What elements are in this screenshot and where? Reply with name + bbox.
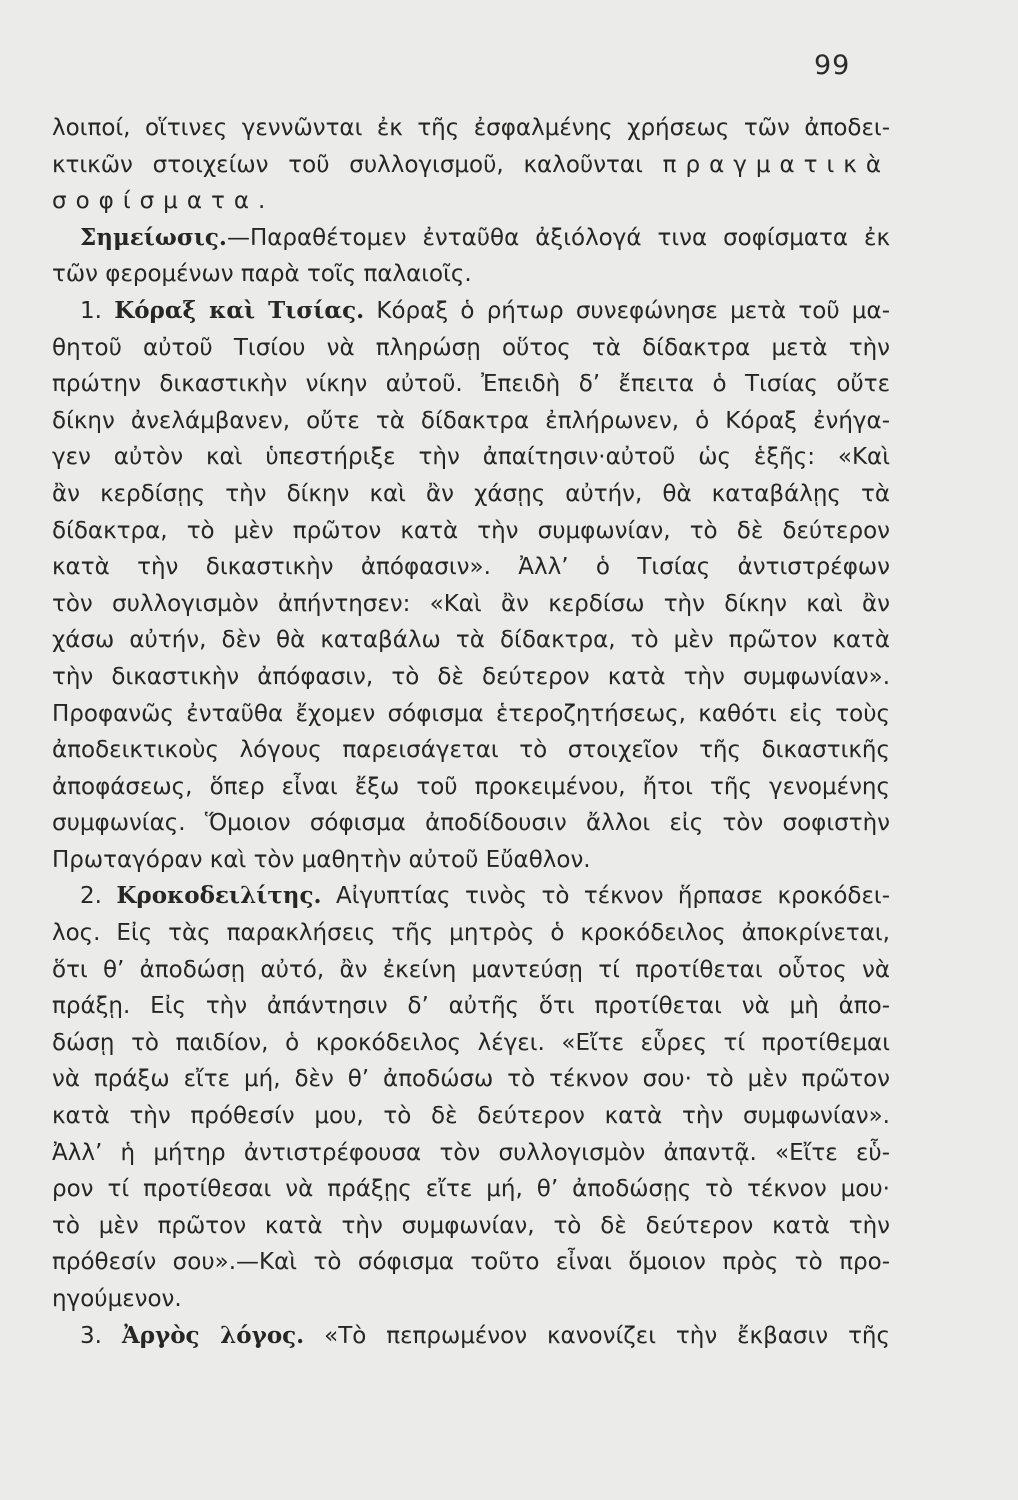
- text-line: [52, 1244, 890, 1281]
- text-line: [52, 513, 890, 550]
- text-segment: δίκην ἀνελάμβανεν, οὔτε τὰ δίδακτρα ἐπλήρωνεν, ὁ Κόραξ ἐνήγα-: [52, 407, 890, 434]
- text-segment: Κόραξ ὁ ρήτωρ συνεφώνησε μετὰ τοῦ μα-: [364, 297, 890, 324]
- text-segment: σοφίσματα.: [52, 188, 275, 215]
- text-line: [52, 1281, 890, 1318]
- text-segment: Πρωταγόραν καὶ τὸν μαθητὴν αὐτοῦ Εὔαθλον.: [52, 846, 591, 873]
- text-line: [52, 586, 890, 623]
- text-line: [52, 110, 890, 147]
- text-line: [52, 403, 890, 440]
- text-line: [52, 1208, 890, 1245]
- text-line: [52, 220, 890, 257]
- text-line: [52, 805, 890, 842]
- text-line: [52, 1025, 890, 1062]
- text-line: [52, 1318, 890, 1355]
- text-line: [52, 293, 890, 330]
- text-segment: συμφωνίας. Ὅμοιον σόφισμα ἀποδίδουσιν ἄλλοι εἰς τὸν σοφιστὴν: [52, 810, 890, 837]
- text-segment: Αἰγυπτίας τινὸς τὸ τέκνον ἥρπασε κροκόδει-: [321, 883, 890, 910]
- text-segment: θητοῦ αὐτοῦ Τισίου νὰ πληρώσῃ οὕτος τὰ δίδακτρα μετὰ τὴν: [52, 334, 890, 361]
- text-line: [52, 183, 890, 220]
- text-segment: ὅτι θ’ ἀποδώσῃ αὐτό, ἂν ἐκείνη μαντεύσῃ τί προτίθεται οὗτος νὰ: [52, 956, 890, 983]
- section-heading: Κόραξ καὶ Τισίας.: [114, 296, 365, 324]
- text-segment: τὸν συλλογισμὸν ἀπήντησεν: «Καὶ ἂν κερδίσω τὴν δίκην καὶ ἂν: [52, 590, 890, 617]
- text-segment: 2.: [80, 883, 117, 910]
- text-line: [52, 476, 890, 513]
- text-line: [52, 732, 890, 769]
- text-segment: γεν αὐτὸν καὶ ὑπεστήριξε τὴν ἀπαίτησιν·αὐτοῦ ὡς ἑξῆς: «Καὶ: [52, 444, 890, 471]
- text-line: [52, 549, 890, 586]
- text-line: [52, 439, 890, 476]
- text-segment: 3.: [80, 1322, 122, 1349]
- text-segment: πρώτην δικαστικὴν νίκην αὐτοῦ. Ἐπειδὴ δ’ ἔπειτα ὁ Τισίας οὔτε: [52, 371, 890, 398]
- text-line: [52, 659, 890, 696]
- text-line: [52, 1061, 890, 1098]
- text-segment: κατὰ τὴν πρόθεσίν μου, τὸ δὲ δεύτερον κατὰ τὴν συμφωνίαν».: [52, 1103, 890, 1130]
- body-text: [52, 110, 890, 1354]
- text-line: [52, 696, 890, 733]
- text-segment: πραγματικὰ: [662, 151, 890, 178]
- text-line: [52, 366, 890, 403]
- text-segment: νὰ πράξω εἴτε μή, δὲν θ’ ἀποδώσω τὸ τέκνον σου· τὸ μὲν πρῶτον: [52, 1066, 890, 1093]
- text-segment: ηγούμενον.: [52, 1286, 182, 1312]
- text-segment: ἂν κερδίσῃς τὴν δίκην καὶ ἂν χάσῃς αὐτήν, θὰ καταβάλῃς τὰ: [52, 480, 890, 507]
- text-line: [52, 1098, 890, 1135]
- text-segment: ἀποδεικτικοὺς λόγους παρεισάγεται τὸ στοιχεῖον τῆς δικαστικῆς: [52, 737, 890, 764]
- text-segment: «Τὸ πεπρωμένον κανονίζει τὴν ἔκβασιν τῆς: [304, 1322, 890, 1349]
- section-heading: Ἀργὸς λόγος.: [121, 1321, 305, 1349]
- text-line: [52, 1171, 890, 1208]
- text-segment: Ἀλλ’ ἡ μήτηρ ἀντιστρέφουσα τὸν συλλογισμὸν ἀπαντᾷ. «Εἴτε εὗ-: [52, 1139, 890, 1166]
- text-line: [52, 330, 890, 367]
- text-segment: Προφανῶς ἐνταῦθα ἔχομεν σόφισμα ἑτεροζητήσεως, καθότι εἰς τοὺς: [52, 700, 890, 727]
- text-segment: κτικῶν στοιχείων τοῦ συλλογισμοῦ, καλοῦνται: [52, 151, 663, 178]
- text-segment: τῶν φερομένων παρὰ τοῖς παλαιοῖς.: [52, 261, 472, 288]
- page-number: 99: [814, 50, 851, 81]
- text-segment: λοιποί, οἵτινες γεννῶνται ἐκ τῆς ἐσφαλμένης χρήσεως τῶν ἀποδει-: [52, 115, 890, 141]
- text-line: [52, 147, 890, 184]
- text-segment: 1.: [80, 297, 115, 324]
- text-line: [52, 769, 890, 806]
- text-segment: πράξῃ. Εἰς τὴν ἀπάντησιν δ’ αὐτῆς ὅτι προτίθεται νὰ μὴ ἀπο-: [52, 993, 890, 1020]
- text-segment: ἀποφάσεως, ὅπερ εἶναι ἔξω τοῦ προκειμένου, ἤτοι τῆς γενομένης: [52, 773, 890, 800]
- text-segment: πρόθεσίν σου».—Καὶ τὸ σόφισμα τοῦτο εἶναι ὅμοιον πρὸς τὸ προ-: [52, 1249, 890, 1276]
- text-segment: ρον τί προτίθεσαι νὰ πράξῃς εἴτε μή, θ’ ἀποδώσῃς τὸ τέκνον μου·: [52, 1176, 890, 1203]
- text-line: [52, 256, 890, 293]
- text-line: [52, 1135, 890, 1172]
- text-segment: δώσῃ τὸ παιδίον, ὁ κροκόδειλος λέγει. «Εἴτε εὗρες τί προτίθεμαι: [52, 1029, 890, 1056]
- text-line: [52, 988, 890, 1025]
- text-segment: —Παραθέτομεν ἐνταῦθα ἀξιόλογά τινα σοφίσματα ἐκ: [226, 224, 890, 251]
- text-segment: χάσω αὐτήν, δὲν θὰ καταβάλω τὰ δίδακτρα, τὸ μὲν πρῶτον κατὰ: [52, 627, 890, 654]
- text-line: [52, 622, 890, 659]
- text-line: [52, 915, 890, 952]
- text-segment: τὴν δικαστικὴν ἀπόφασιν, τὸ δὲ δεύτερον κατὰ τὴν συμφωνίαν».: [52, 663, 890, 690]
- text-line: [52, 952, 890, 989]
- text-segment: λος. Εἰς τὰς παρακλήσεις τῆς μητρὸς ὁ κροκόδειλος ἀποκρίνεται,: [52, 920, 890, 947]
- text-line: [52, 878, 890, 915]
- section-heading: Κροκοδειλίτης.: [116, 882, 322, 910]
- text-line: [52, 842, 890, 879]
- section-heading: Σημείωσις.: [80, 223, 227, 251]
- text-segment: κατὰ τὴν δικαστικὴν ἀπόφασιν». Ἀλλ’ ὁ Τισίας ἀντιστρέφων: [52, 554, 890, 581]
- text-segment: δίδακτρα, τὸ μὲν πρῶτον κατὰ τὴν συμφωνίαν, τὸ δὲ δεύτερον: [52, 517, 890, 544]
- text-segment: τὸ μὲν πρῶτον κατὰ τὴν συμφωνίαν, τὸ δὲ δεύτερον κατὰ τὴν: [52, 1212, 890, 1239]
